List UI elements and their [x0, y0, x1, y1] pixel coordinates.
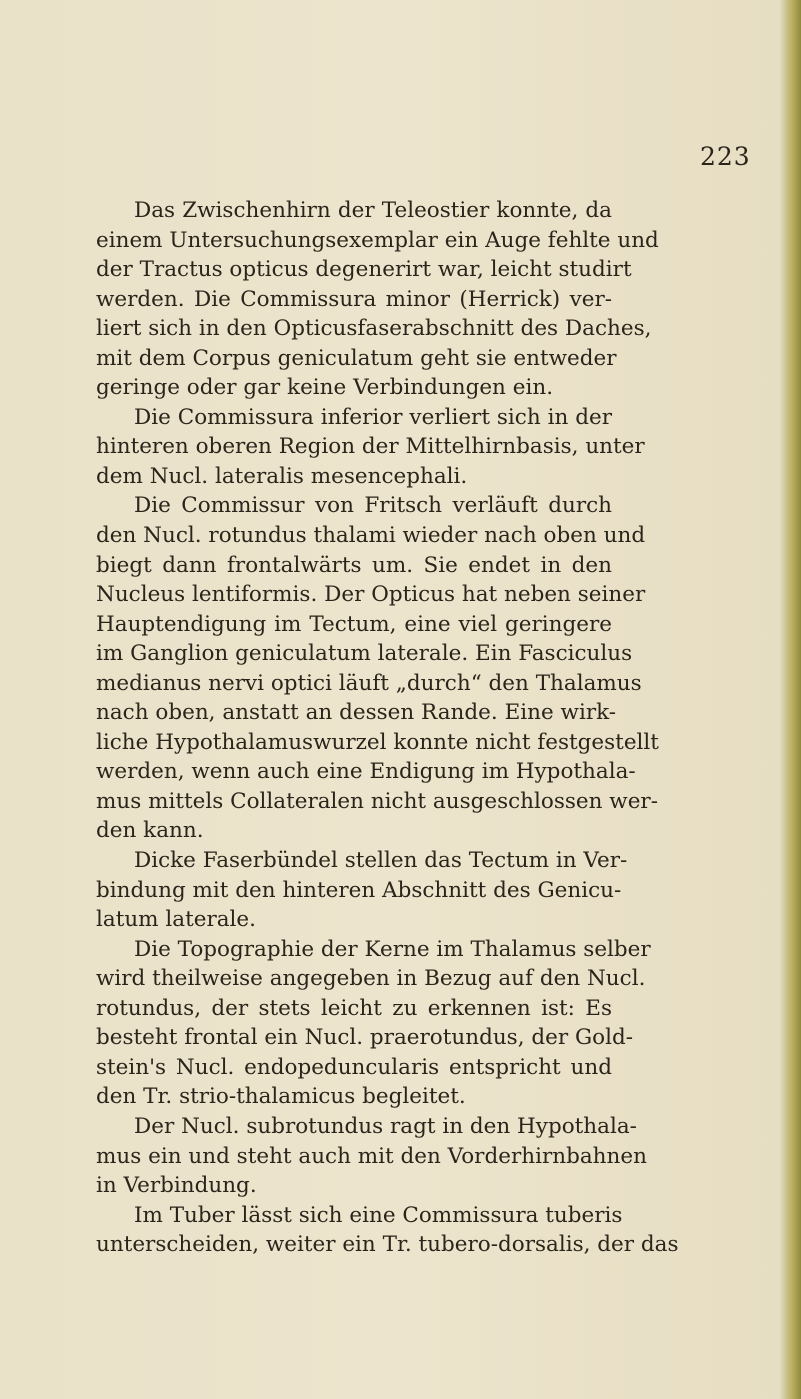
text-line: biegt dann frontalwärts um. Sie endet in den: [96, 552, 612, 578]
text-line: bindung mit den hinteren Abschnitt des Genicu-: [96, 877, 622, 903]
text-line: wird theilweise angegeben in Bezug auf den Nucl.: [96, 966, 646, 992]
text-line: den Tr. strio-thalamicus begleitet.: [96, 1084, 466, 1110]
text-line: mus ein und steht auch mit den Vorderhirnbahnen: [96, 1143, 647, 1169]
text-line: Die Commissura inferior verliert sich in der: [134, 404, 612, 430]
text-line: hinteren oberen Region der Mittelhirnbasis, unter: [96, 434, 645, 460]
body-text: [96, 196, 679, 1260]
text-line: medianus nervi optici läuft „durch“ den Thalamus: [96, 670, 642, 696]
text-line: werden, wenn auch eine Endigung im Hypothala-: [96, 759, 636, 785]
text-line: Die Topographie der Kerne im Thalamus selber: [134, 936, 651, 962]
text-line: den kann.: [96, 818, 204, 844]
text-line: den Nucl. rotundus thalami wieder nach oben und: [96, 523, 646, 549]
text-line: Der Nucl. subrotundus ragt in den Hypothala-: [134, 1113, 637, 1139]
page-edge: [779, 0, 801, 1399]
text-line: Nucleus lentiformis. Der Opticus hat neben seiner: [96, 582, 646, 608]
page-number: 223: [700, 142, 751, 171]
text-line: in Verbindung.: [96, 1173, 257, 1199]
text-line: werden. Die Commissura minor (Herrick) ver-: [96, 286, 612, 312]
text-line: liert sich in den Opticusfaserabschnitt des Daches,: [96, 316, 652, 342]
text-line: liche Hypothalamuswurzel konnte nicht festgestellt: [96, 729, 659, 755]
text-line: rotundus, der stets leicht zu erkennen ist: Es: [96, 995, 612, 1021]
text-line: besteht frontal ein Nucl. praerotundus, der Gold-: [96, 1025, 633, 1051]
text-line: im Ganglion geniculatum laterale. Ein Fasciculus: [96, 641, 633, 667]
text-line: dem Nucl. lateralis mesencephali.: [96, 463, 468, 489]
text-line: geringe oder gar keine Verbindungen ein.: [96, 375, 554, 401]
text-line: latum laterale.: [96, 907, 256, 933]
text-line: mit dem Corpus geniculatum geht sie entweder: [96, 345, 617, 371]
text-line: Hauptendigung im Tectum, eine viel geringere: [96, 611, 612, 637]
text-line: stein's Nucl. endopeduncularis entspricht und: [96, 1054, 612, 1080]
text-line: Das Zwischenhirn der Teleostier konnte, da: [134, 198, 612, 223]
text-line: nach oben, anstatt an dessen Rande. Eine wirk-: [96, 700, 617, 726]
text-line: einem Untersuchungsexemplar ein Auge fehlte und: [96, 227, 659, 253]
text-line: der Tractus opticus degenerirt war, leicht studirt: [96, 257, 632, 283]
text-line: Dicke Faserbündel stellen das Tectum in Ver-: [134, 848, 628, 874]
text-line: unterscheiden, weiter ein Tr. tubero-dorsalis, der das: [96, 1232, 679, 1258]
text-line: Im Tuber lässt sich eine Commissura tuberis: [134, 1202, 623, 1228]
text-line: Die Commissur von Fritsch verläuft durch: [134, 493, 612, 519]
text-line: mus mittels Collateralen nicht ausgeschlossen wer-: [96, 788, 658, 814]
